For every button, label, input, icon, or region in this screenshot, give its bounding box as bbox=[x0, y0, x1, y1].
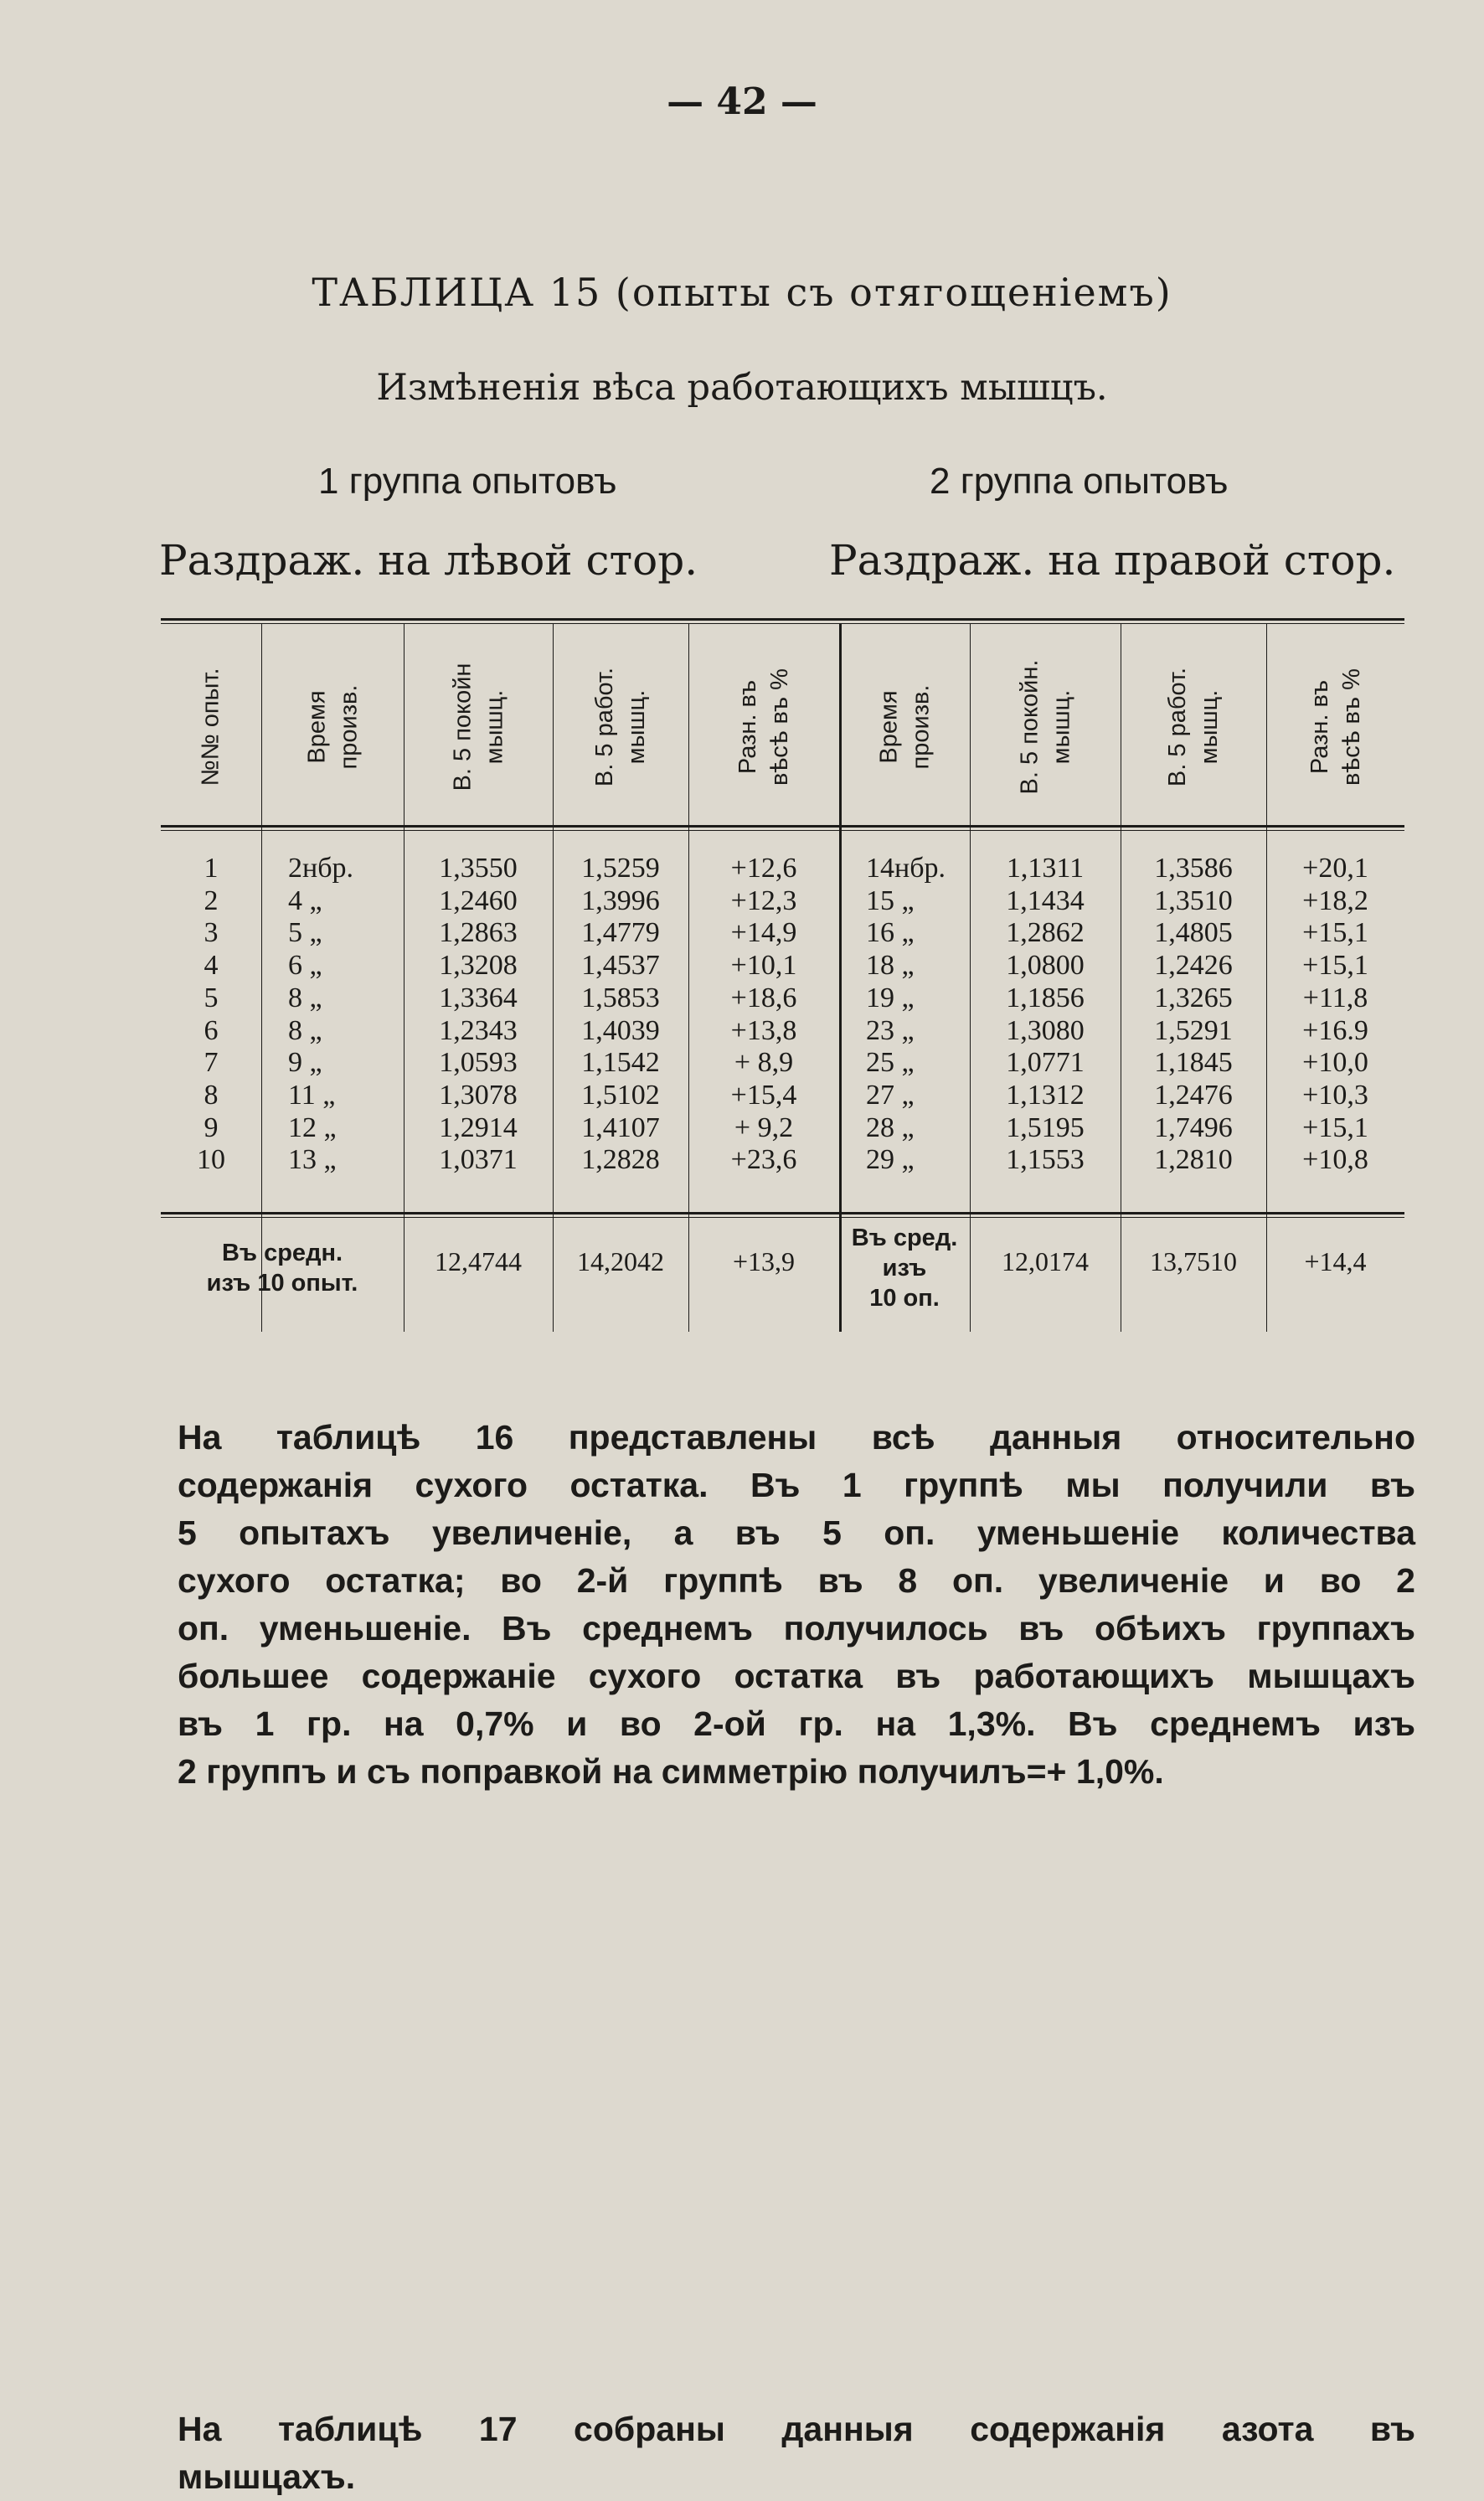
cell-rest-weight-g1: 1,0371 bbox=[439, 1144, 518, 1176]
footer-label-g1 bbox=[161, 1238, 404, 1298]
header-rest-weight-g2 bbox=[970, 628, 1121, 825]
header-line: Разн. въ bbox=[734, 679, 761, 774]
cell-work-weight-g2: 1,5291 bbox=[1154, 1014, 1233, 1046]
header-line: вѣсѣ въ % bbox=[1337, 668, 1365, 786]
cell-time-g2: 18 „ bbox=[866, 950, 915, 982]
cell-rest-weight-g2: 1,1856 bbox=[1006, 982, 1085, 1013]
body-bottom-rule bbox=[161, 1212, 1404, 1214]
cell-rest-weight-g1: 1,2914 bbox=[439, 1111, 518, 1143]
cell-rest-weight-g2: 1,5195 bbox=[1006, 1111, 1085, 1143]
cell-work-weight-g1: 1,4107 bbox=[581, 1111, 660, 1143]
cell-work-weight-g1: 1,2828 bbox=[581, 1144, 660, 1176]
cell-time-g1: 13 „ bbox=[288, 1144, 337, 1176]
footer-rest-g1: 12,4744 bbox=[435, 1246, 522, 1276]
cell-diff-g2: +15,1 bbox=[1302, 1111, 1368, 1143]
text-line: 2 группъ и съ поправкой на симметрію получилъ=+ 1,0%. bbox=[178, 1752, 1164, 1791]
cell-diff-g1: +18,6 bbox=[730, 982, 797, 1013]
cell-exp-number: 9 bbox=[204, 1111, 219, 1143]
cell-exp-number: 1 bbox=[204, 853, 219, 884]
body-bottom-rule-2 bbox=[161, 1217, 1404, 1218]
cell-work-weight-g2: 1,4805 bbox=[1154, 917, 1233, 949]
cell-diff-g1: +14,9 bbox=[730, 917, 797, 949]
cell-work-weight-g1: 1,3996 bbox=[581, 884, 660, 916]
header-line: Время bbox=[302, 689, 330, 764]
table-top-rule-2 bbox=[161, 623, 1404, 624]
cell-time-g2: 19 „ bbox=[866, 982, 915, 1013]
text-line: мышцахъ. bbox=[178, 2457, 356, 2496]
header-line: №№ опыт. bbox=[198, 667, 225, 786]
cell-exp-number: 10 bbox=[197, 1144, 225, 1176]
header-exp-number bbox=[161, 628, 261, 825]
cell-exp-number: 8 bbox=[204, 1079, 219, 1111]
header-line: произв. bbox=[906, 684, 934, 769]
cell-rest-weight-g2: 1,3080 bbox=[1006, 1014, 1085, 1046]
cell-time-g1: 6 „ bbox=[288, 950, 322, 982]
group1-heading: 1 группа опытовъ bbox=[318, 461, 617, 502]
cell-diff-g1: +13,8 bbox=[730, 1014, 797, 1046]
text-line: На таблицѣ 17 собраны данныя содержанія азота въ bbox=[178, 2410, 1415, 2448]
cell-exp-number: 7 bbox=[204, 1047, 219, 1079]
cell-diff-g2: +16.9 bbox=[1302, 1014, 1368, 1046]
header-line: Разн. въ bbox=[1306, 679, 1333, 774]
cell-rest-weight-g1: 1,2343 bbox=[439, 1014, 518, 1046]
cell-work-weight-g2: 1,3586 bbox=[1154, 853, 1233, 884]
cell-time-g2: 27 „ bbox=[866, 1079, 915, 1111]
header-work-weight-g2 bbox=[1121, 628, 1266, 825]
header-line: мышц. bbox=[481, 689, 508, 764]
cell-diff-g1: + 8,9 bbox=[734, 1047, 794, 1079]
header-line: В. 5 работ. bbox=[590, 667, 618, 786]
cell-time-g1: 9 „ bbox=[288, 1047, 322, 1079]
header-line: В. 5 работ. bbox=[1163, 667, 1191, 786]
cell-rest-weight-g1: 1,2460 bbox=[439, 884, 518, 916]
header-line: произв. bbox=[334, 684, 362, 769]
header-line: мышц. bbox=[622, 689, 650, 764]
cell-exp-number: 3 bbox=[204, 917, 219, 949]
cell-diff-g2: +15,1 bbox=[1302, 950, 1368, 982]
cell-diff-g2: +20,1 bbox=[1302, 853, 1368, 884]
cell-exp-number: 6 bbox=[204, 1014, 219, 1046]
cell-time-g2: 25 „ bbox=[866, 1047, 915, 1079]
cell-work-weight-g2: 1,2476 bbox=[1154, 1079, 1233, 1111]
cell-diff-g1: +23,6 bbox=[730, 1144, 797, 1176]
header-rest-weight-g1 bbox=[404, 628, 553, 825]
header-line: В. 5 покойн. bbox=[1015, 659, 1043, 794]
header-line: Время bbox=[874, 689, 902, 764]
text-line: сухого остатка; во 2-й группѣ въ 8 оп. увеличеніе и во 2 bbox=[178, 1561, 1415, 1600]
cell-work-weight-g2: 1,1845 bbox=[1154, 1047, 1233, 1079]
footer-label-g2-line: Въ сред. bbox=[851, 1225, 958, 1251]
page-number: — 42 — bbox=[667, 80, 817, 123]
cell-rest-weight-g2: 1,1312 bbox=[1006, 1079, 1085, 1111]
header-time-g2 bbox=[839, 628, 970, 825]
paragraph-nitrogen bbox=[178, 2406, 1415, 2501]
cell-rest-weight-g2: 1,1434 bbox=[1006, 884, 1085, 916]
cell-diff-g2: +10,8 bbox=[1302, 1144, 1368, 1176]
cell-time-g2: 23 „ bbox=[866, 1014, 915, 1046]
text-line: въ 1 гр. на 0,7% и во 2-ой гр. на 1,3%. Въ среднемъ изъ bbox=[178, 1704, 1415, 1743]
cell-time-g2: 14нбр. bbox=[866, 853, 946, 884]
cell-time-g1: 5 „ bbox=[288, 917, 322, 949]
cell-rest-weight-g1: 1,3208 bbox=[439, 950, 518, 982]
text-line: 5 опытахъ увеличеніе, а въ 5 оп. уменьшеніе количества bbox=[178, 1513, 1415, 1552]
cell-diff-g1: +15,4 bbox=[730, 1079, 797, 1111]
cell-rest-weight-g2: 1,0800 bbox=[1006, 950, 1085, 982]
cell-work-weight-g2: 1,3510 bbox=[1154, 884, 1233, 916]
header-diff-g2 bbox=[1266, 628, 1404, 825]
table-subtitle: Измѣненія вѣса работающихъ мышцъ. bbox=[376, 367, 1108, 409]
cell-work-weight-g2: 1,3265 bbox=[1154, 982, 1233, 1013]
footer-label-g2 bbox=[839, 1223, 970, 1313]
cell-diff-g2: +11,8 bbox=[1302, 982, 1368, 1013]
cell-time-g1: 12 „ bbox=[288, 1111, 337, 1143]
text-line: На таблицѣ 16 представлены всѣ данныя относительно bbox=[178, 1418, 1415, 1457]
cell-time-g1: 4 „ bbox=[288, 884, 322, 916]
footer-rest-g2: 12,0174 bbox=[1002, 1246, 1089, 1276]
text-line: содержанія сухого остатка. Въ 1 группѣ мы получили въ bbox=[178, 1466, 1415, 1504]
cell-time-g2: 28 „ bbox=[866, 1111, 915, 1143]
cell-time-g1: 11 „ bbox=[288, 1079, 336, 1111]
table-title: ТАБЛИЦА 15 (опыты съ отягощеніемъ) bbox=[312, 270, 1172, 315]
cell-work-weight-g1: 1,5853 bbox=[581, 982, 660, 1013]
header-diff-g1 bbox=[688, 628, 839, 825]
cell-rest-weight-g1: 1,3364 bbox=[439, 982, 518, 1013]
cell-work-weight-g1: 1,1542 bbox=[581, 1047, 660, 1079]
cell-exp-number: 5 bbox=[204, 982, 219, 1013]
cell-time-g1: 8 „ bbox=[288, 982, 322, 1013]
cell-time-g2: 16 „ bbox=[866, 917, 915, 949]
footer-diff-g2: +14,4 bbox=[1304, 1246, 1367, 1276]
paragraph-dry-residue bbox=[178, 1414, 1415, 1796]
cell-rest-weight-g1: 1,0593 bbox=[439, 1047, 518, 1079]
cell-work-weight-g1: 1,5102 bbox=[581, 1079, 660, 1111]
cell-diff-g1: +12,6 bbox=[730, 853, 797, 884]
footer-label-g1-line: изъ 10 опыт. bbox=[206, 1270, 358, 1297]
cell-exp-number: 4 bbox=[204, 950, 219, 982]
cell-time-g2: 29 „ bbox=[866, 1144, 915, 1176]
header-bottom-rule bbox=[161, 825, 1404, 828]
footer-work-g1: 14,2042 bbox=[577, 1246, 664, 1276]
cell-work-weight-g1: 1,4039 bbox=[581, 1014, 660, 1046]
cell-diff-g1: +10,1 bbox=[730, 950, 797, 982]
cell-diff-g2: +10,0 bbox=[1302, 1047, 1368, 1079]
cell-diff-g2: +10,3 bbox=[1302, 1079, 1368, 1111]
cell-work-weight-g1: 1,4537 bbox=[581, 950, 660, 982]
cell-work-weight-g2: 1,7496 bbox=[1154, 1111, 1233, 1143]
header-line: мышц. bbox=[1195, 689, 1223, 764]
header-work-weight-g1 bbox=[553, 628, 688, 825]
cell-exp-number: 2 bbox=[204, 884, 219, 916]
cell-rest-weight-g2: 1,1311 bbox=[1006, 853, 1085, 884]
table-top-rule bbox=[161, 618, 1404, 621]
cell-rest-weight-g1: 1,2863 bbox=[439, 917, 518, 949]
header-bottom-rule-2 bbox=[161, 830, 1404, 831]
header-line: В. 5 покойн bbox=[449, 663, 476, 791]
text-line: оп. уменьшеніе. Въ среднемъ получилось въ обѣихъ группахъ bbox=[178, 1609, 1415, 1648]
footer-work-g2: 13,7510 bbox=[1150, 1246, 1237, 1276]
footer-label-g2-line: изъ bbox=[882, 1255, 927, 1281]
cell-rest-weight-g2: 1,0771 bbox=[1006, 1047, 1085, 1079]
cell-diff-g1: +12,3 bbox=[730, 884, 797, 916]
group2-heading: 2 группа опытовъ bbox=[930, 461, 1229, 502]
cell-time-g1: 8 „ bbox=[288, 1014, 322, 1046]
cell-time-g2: 15 „ bbox=[866, 884, 915, 916]
cell-rest-weight-g2: 1,2862 bbox=[1006, 917, 1085, 949]
cell-work-weight-g2: 1,2426 bbox=[1154, 950, 1233, 982]
cell-diff-g2: +18,2 bbox=[1302, 884, 1368, 916]
cell-rest-weight-g1: 1,3550 bbox=[439, 853, 518, 884]
footer-label-g1-line: Въ средн. bbox=[221, 1240, 343, 1266]
header-line: вѣсѣ въ % bbox=[765, 668, 793, 786]
cell-diff-g1: + 9,2 bbox=[734, 1111, 794, 1143]
group1-stimulation: Раздраж. на лѣвой стор. bbox=[159, 536, 698, 585]
cell-time-g1: 2нбр. bbox=[288, 853, 353, 884]
cell-rest-weight-g1: 1,3078 bbox=[439, 1079, 518, 1111]
cell-work-weight-g1: 1,5259 bbox=[581, 853, 660, 884]
header-line: мышц. bbox=[1047, 689, 1074, 764]
header-time-g1 bbox=[261, 628, 404, 825]
text-line: большее содержаніе сухого остатка въ работающихъ мышцахъ bbox=[178, 1657, 1415, 1695]
group2-stimulation: Раздраж. на правой стор. bbox=[829, 536, 1396, 585]
cell-diff-g2: +15,1 bbox=[1302, 917, 1368, 949]
cell-work-weight-g1: 1,4779 bbox=[581, 917, 660, 949]
cell-rest-weight-g2: 1,1553 bbox=[1006, 1144, 1085, 1176]
footer-diff-g1: +13,9 bbox=[732, 1246, 796, 1276]
footer-label-g2-line: 10 оп. bbox=[869, 1285, 940, 1312]
cell-work-weight-g2: 1,2810 bbox=[1154, 1144, 1233, 1176]
